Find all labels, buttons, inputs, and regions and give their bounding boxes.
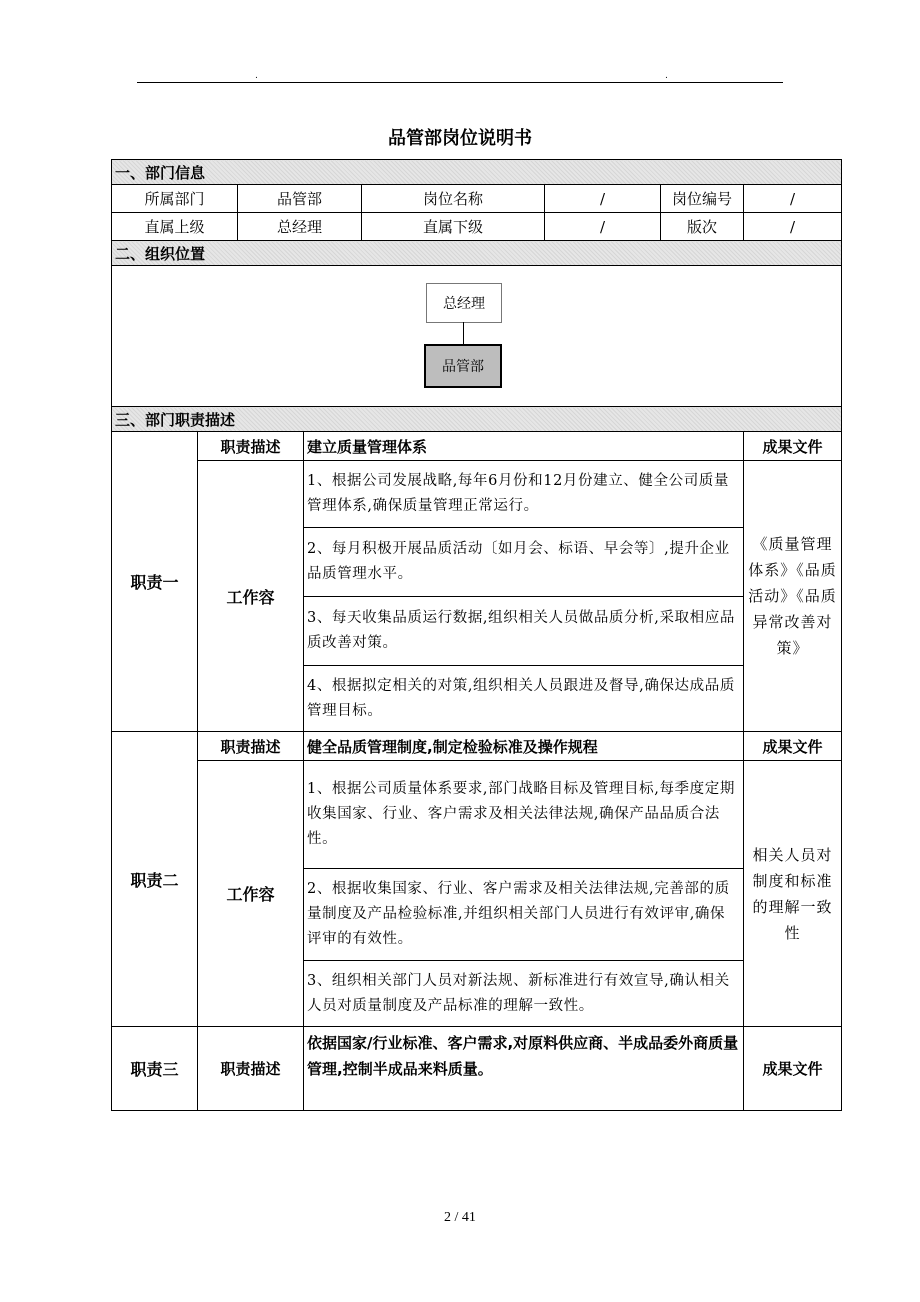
label-direct-subordinate: 直属下级: [362, 213, 545, 241]
value-position-name: /: [545, 185, 661, 213]
duty-2-item-1: 1、根据公司质量体系要求,部门战略目标及管理目标,每季度定期收集国家、行业、客户需求及相关法律法规,确保产品品质合法性。: [304, 761, 744, 869]
duty-1-result-label: 成果文件: [744, 432, 842, 461]
duty-2-name: 职责二: [112, 732, 198, 1027]
duty-3-desc: 依据国家/行业标准、客户需求,对原料供应商、半成品委外商质量管理,控制半成品来料质量。: [304, 1027, 744, 1111]
value-position-code: /: [744, 185, 842, 213]
page-title: 品管部岗位说明书: [388, 128, 532, 149]
value-version: /: [744, 213, 842, 241]
header-dot-right: .: [665, 71, 668, 81]
duty-3-result-label: 成果文件: [744, 1027, 842, 1111]
value-department: 品管部: [238, 185, 362, 213]
info-row-1: [112, 185, 842, 213]
value-direct-superior: 总经理: [238, 213, 362, 241]
org-chart-cell: [112, 266, 842, 407]
duty-1-result: 《质量管理体系》《品质活动》《品质异常改善对策》: [744, 461, 842, 732]
duty-3-desc-label: 职责描述: [198, 1027, 304, 1111]
duty-1-item-1: 1、根据公司发展战略,每年6月份和12月份建立、健全公司质量管理体系,确保质量管理正常运行。: [304, 461, 744, 528]
duty-2-work-label: 工作容: [198, 761, 304, 1027]
org-node-general-manager: 总经理: [426, 283, 502, 323]
duty-1-item-4: 4、根据拟定相关的对策,组织相关人员跟进及督导,确保达成品质管理目标。: [304, 666, 744, 732]
page-number: 2 / 41: [444, 1210, 476, 1225]
label-position-code: 岗位编号: [661, 185, 744, 213]
label-department: 所属部门: [112, 185, 238, 213]
section-heading-dept-info: 一、部门信息: [112, 160, 842, 185]
info-row-2: [112, 213, 842, 241]
duty-1-work-label: 工作容: [198, 461, 304, 732]
duty-3-name: 职责三: [112, 1027, 198, 1111]
section-heading-duties: 三、部门职责描述: [112, 407, 842, 432]
job-description-table: [111, 159, 842, 1111]
duty-2-item-3: 3、组织相关部门人员对新法规、新标准进行有效宣导,确认相关人员对质量制度及产品标准的理解一致性。: [304, 961, 744, 1027]
duty-1-desc: 建立质量管理体系: [304, 432, 744, 461]
org-chart: [115, 266, 838, 406]
value-direct-subordinate: /: [545, 213, 661, 241]
label-direct-superior: 直属上级: [112, 213, 238, 241]
org-connector: [463, 322, 464, 344]
duty-1-item-3: 3、每天收集品质运行数据,组织相关人员做品质分析,采取相应品质改善对策。: [304, 597, 744, 666]
section-heading-org-position: 二、组织位置: [112, 241, 842, 266]
header-rule: [137, 82, 783, 83]
header-dot-left: .: [255, 71, 258, 81]
duty-2-result-label: 成果文件: [744, 732, 842, 761]
duty-2-result: 相关人员对制度和标准的理解一致性: [744, 761, 842, 1027]
duty-2-desc: 健全品质管理制度,制定检验标准及操作规程: [304, 732, 744, 761]
duty-1-desc-label: 职责描述: [198, 432, 304, 461]
duty-1-name: 职责一: [112, 432, 198, 732]
label-position-name: 岗位名称: [362, 185, 545, 213]
org-node-quality-dept: 品管部: [424, 344, 502, 388]
duty-2-desc-label: 职责描述: [198, 732, 304, 761]
duty-1-item-2: 2、每月积极开展品质活动〔如月会、标语、早会等〕,提升企业品质管理水平。: [304, 528, 744, 597]
label-version: 版次: [661, 213, 744, 241]
duty-2-item-2: 2、根据收集国家、行业、客户需求及相关法律法规,完善部的质量制度及产品检验标准,并组织相关部门人员进行有效评审,确保评审的有效性。: [304, 869, 744, 961]
